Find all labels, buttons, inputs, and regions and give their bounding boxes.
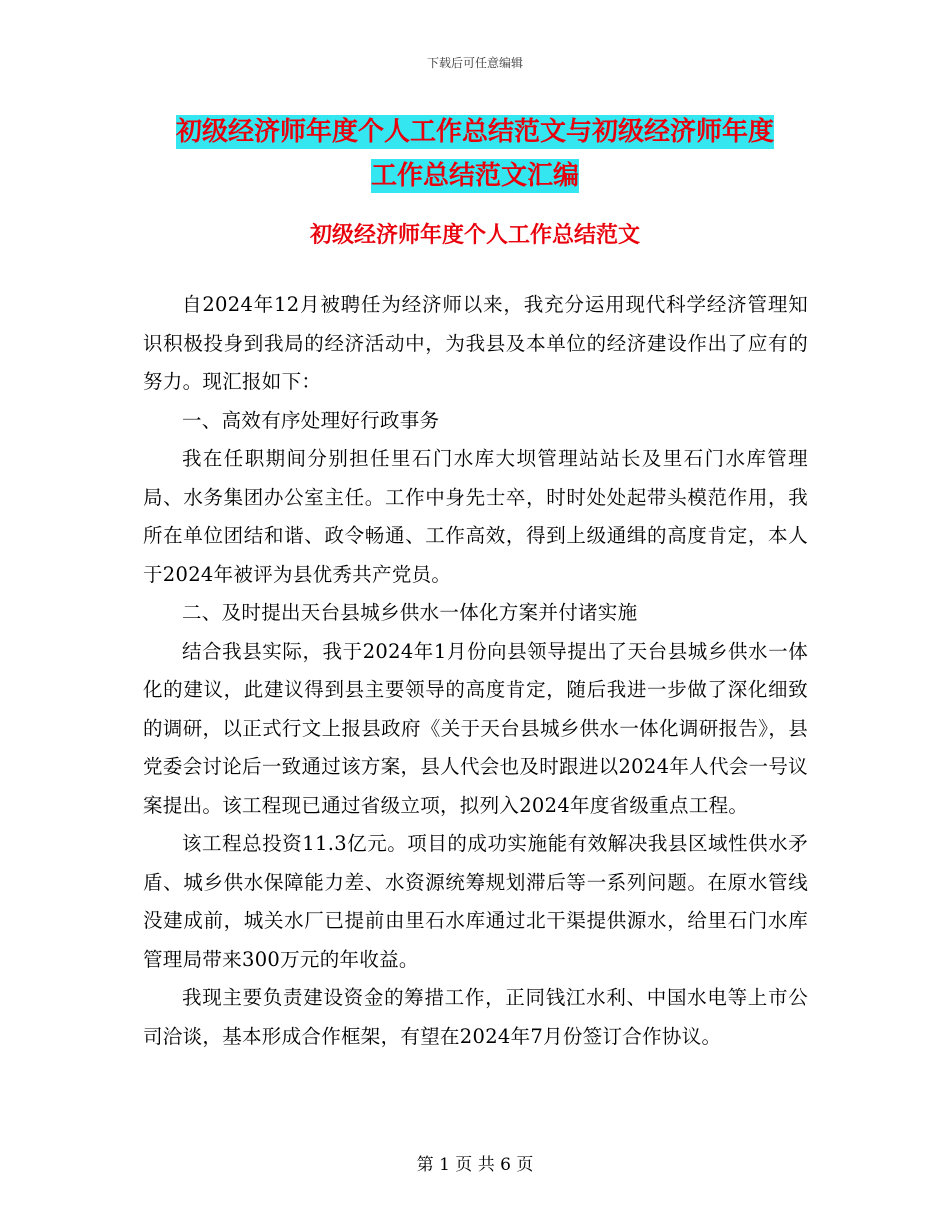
document-body — [143, 286, 808, 1056]
page-number: 第 1 页 共 6 页 — [416, 1155, 534, 1175]
paragraph-investment: 该工程总投资11.3亿元。项目的成功实施能有效解决我县区域性供水矛盾、城乡供水保障能力差、水资源统筹规划滞后等一系列问题。在原水管线没建成前，城关水厂已提前由里石水库通过北干渠提供源水，给里石门水库管理局带来300万元的年收益。 — [143, 832, 808, 971]
paragraph-funding: 我现主要负责建设资金的筹措工作，正同钱江水利、中国水电等上市公司洽谈，基本形成合作框架，有望在2024年7月份签订合作协议。 — [143, 986, 808, 1048]
document-title — [140, 110, 810, 198]
heading-section-2: 二、及时提出天台县城乡供水一体化方案并付诸实施 — [182, 601, 638, 624]
paragraph-section-2: 结合我县实际，我于2024年1月份向县领导提出了天台县城乡供水一体化的建议，此建议得到县主要领导的高度肯定，随后我进一步做了深化细致的调研，以正式行文上报县政府《关于天台县城乡供水一体化调研报告》，县党委会讨论后一致通过该方案，县人代会也及时跟进以2024年人代会一号议案提出。该工程现已通过省级立项，拟列入2024年度省级重点工程。 — [143, 639, 808, 817]
heading-section-1: 一、高效有序处理好行政事务 — [182, 408, 440, 432]
paragraph-section-1: 我在任职期间分别担任里石门水库大坝管理站站长及里石门水库管理局、水务集团办公室主任。工作中身先士卒，时时处处起带头模范作用，我所在单位团结和谐、政令畅通、工作高效，得到上级通缉的高度肯定，本人于2024年被评为县优秀共产党员。 — [143, 447, 808, 586]
title-line-2: 工作总结范文汇编 — [370, 161, 579, 191]
paragraph-intro: 自2024年12月被聘任为经济师以来，我充分运用现代科学经济管理知识积极投身到我局的经济活动中，为我县及本单位的经济建设作出了应有的努力。现汇报如下： — [143, 293, 808, 393]
section-title: 初级经济师年度个人工作总结范文 — [309, 222, 640, 248]
title-line-1: 初级经济师年度个人工作总结范文与初级经济师年度 — [175, 117, 774, 147]
page-header-note: 下载后可任意编辑 — [426, 56, 523, 70]
